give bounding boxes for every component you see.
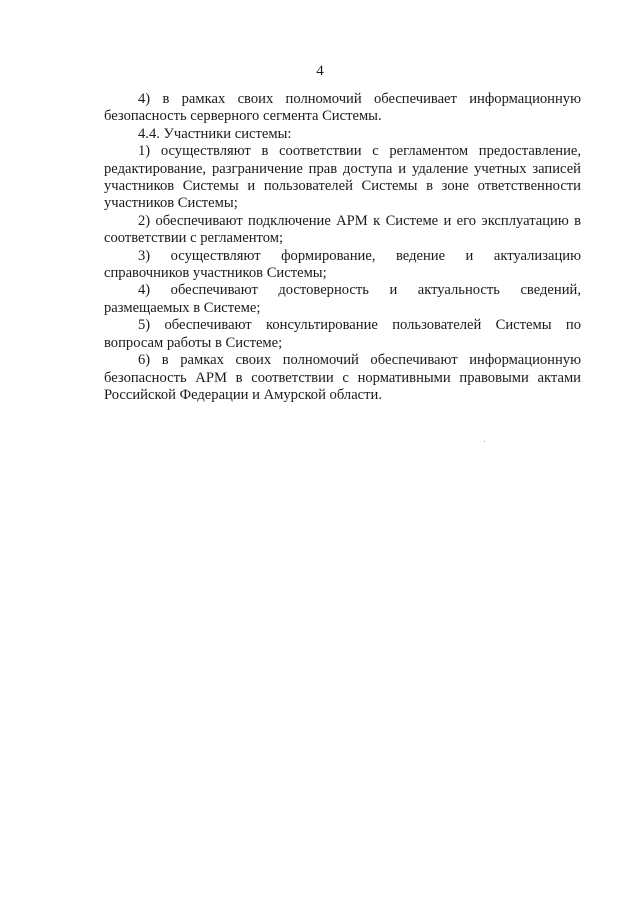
paragraph-item-4-reliability: 4) обеспечивают достоверность и актуальность сведений, размещаемых в Системе; (104, 282, 581, 316)
document-body (104, 91, 581, 404)
paragraph-item-3-directories: 3) осуществляют формирование, ведение и актуализацию справочников участников Системы; (104, 247, 581, 282)
paragraph-item-4-security-server: 4) в рамках своих полномочий обеспечивает информационную безопасность серверного сегмента Системы. (104, 91, 581, 125)
page-number: 4 (316, 63, 324, 79)
scan-speck (484, 441, 485, 442)
paragraph-item-5-consulting: 5) обеспечивают консультирование пользователей Системы по вопросам работы в Системе; (104, 317, 581, 351)
paragraph-item-6-security-arm: 6) в рамках своих полномочий обеспечивают информационную безопасность АРМ в соответствии с нормативными правовыми актами Российской Федерации и Амурской области. (104, 352, 581, 403)
section-heading-4-4-participants: 4.4. Участники системы: (138, 125, 292, 142)
paragraph-item-2-arm-connection: 2) обеспечивают подключение АРМ к Системе и его эксплуатацию в соответствии с регламентом; (104, 212, 581, 247)
paragraph-item-1-accounts: 1) осуществляют в соответствии с регламентом предоставление, редактирование, разграничение прав доступа и удаление учетных записей участников Системы и пользователей Системы в зоне ответственности участников Системы; (104, 143, 581, 212)
